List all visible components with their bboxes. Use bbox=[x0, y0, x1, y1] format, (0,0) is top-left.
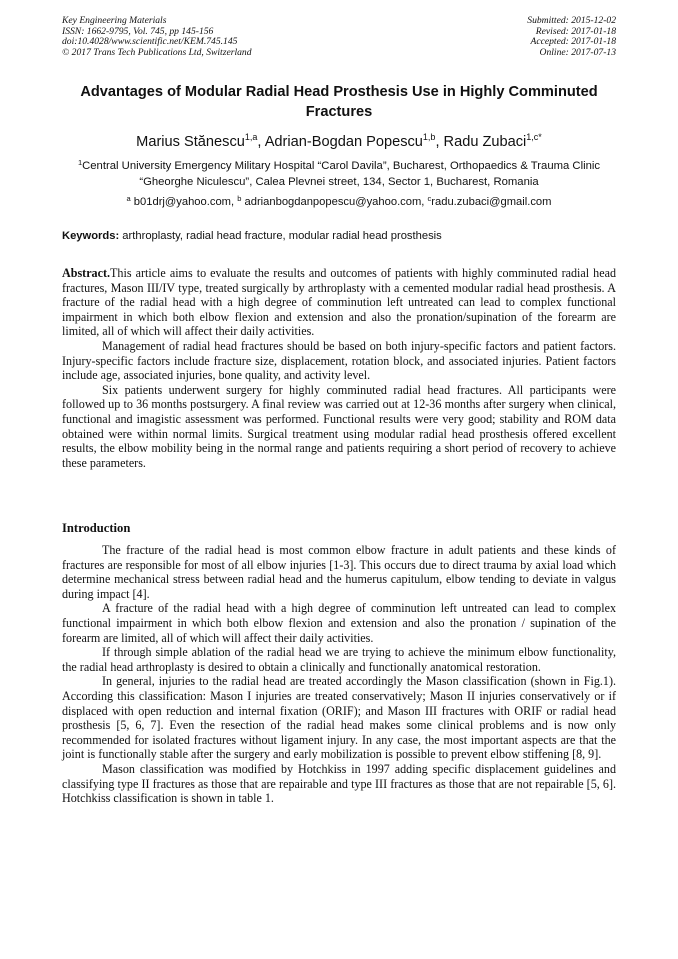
affiliation-text: Central University Emergency Military Hospital “Carol Davila”, Bucharest, Orthopaedics & Trauma Clinic “Gheorghe Niculescu”, Calea Plevnei street, 134, Sector 1, Bucharest, Romania bbox=[82, 160, 601, 188]
keywords-text: arthroplasty, radial head fracture, modular radial head prosthesis bbox=[119, 230, 442, 242]
abstract-paragraph bbox=[62, 266, 616, 339]
author-name: Adrian-Bogdan Popescu bbox=[264, 134, 423, 150]
author-list bbox=[62, 128, 616, 151]
author-separator: , bbox=[257, 134, 265, 150]
author-emails bbox=[62, 192, 616, 209]
introduction-paragraph: If through simple ablation of the radial head we are trying to achieve the minimum elbow functionality, the radial head arthroplasty is desired to obtain a clinically and functionally anatomical restoration. bbox=[62, 645, 616, 674]
doi-line: doi:10.4028/www.scientific.net/KEM.745.145 bbox=[62, 36, 238, 47]
revised-date: Revised: 2017-01-18 bbox=[535, 25, 616, 37]
abstract-paragraph: Management of radial head fractures should be based on both injury-specific factors and patient factors. Injury-specific factors include fracture size, displacement, rotation block, and associated injuries. Patient factors include age, associated injuries, bone quality, and activity level. bbox=[62, 338, 616, 383]
abstract-paragraph: Six patients underwent surgery for highly comminuted radial head fractures. All participants were followed up to 36 months postsurgery. A final review was carried out at 12-36 months after surgery when clinical, functional and imagistic assessment was performed. Functional results were very good; stability and ROM data obtained were within normal limits. Surgical treatment using modular radial head prosthesis offered excellent results, the elbow mobility being in the normal range and patients requiring a short period of recovery to achieve these parameters. bbox=[62, 382, 616, 470]
email-address[interactable]: b01drj@yahoo.com, bbox=[130, 196, 238, 208]
keywords bbox=[62, 229, 616, 243]
abstract-section bbox=[62, 266, 616, 470]
affiliation bbox=[62, 155, 616, 190]
journal-header-right bbox=[527, 16, 616, 58]
introduction-section bbox=[62, 543, 616, 806]
accepted-date: Accepted: 2017-01-18 bbox=[530, 36, 616, 47]
author-name: Marius Stănescu bbox=[136, 134, 245, 150]
paper-title: Advantages of Modular Radial Head Prosthesis Use in Highly Comminuted Fractures bbox=[80, 84, 598, 120]
submitted-date: Submitted: 2015-12-02 bbox=[527, 15, 616, 26]
abstract-text: This article aims to evaluate the results and outcomes of patients with highly comminuted radial head fractures, Mason III/IV type, treated surgically by arthroplasty with a cemented modular radial head prosthesis. A fracture of the radial head with a high degree of comminution left untreated can lead to complex functional impairment in which both elbow flexion and extension and also the pronation/supination of the forearm are limited, all of which will affect their daily activities. bbox=[62, 266, 616, 339]
email-address[interactable]: adrianbogdanpopescu@yahoo.com, bbox=[241, 196, 428, 208]
email-address[interactable]: radu.zubaci@gmail.com bbox=[431, 196, 552, 208]
email-mark: a bbox=[126, 194, 131, 203]
journal-header-left bbox=[62, 16, 252, 58]
author-affil-mark: 1,b bbox=[422, 132, 436, 142]
abstract-label: Abstract. bbox=[62, 266, 111, 280]
introduction-paragraph: Mason classification was modified by Hotchkiss in 1997 adding specific displacement guidelines and classifying type II fractures as those that are repairable and type III fractures as those that are not repairable [5, 6]. Hotchkiss classification is shown in table 1. bbox=[62, 761, 616, 806]
author-affil-mark: 1,c* bbox=[526, 132, 542, 142]
journal-name: Key Engineering Materials bbox=[62, 15, 167, 26]
introduction-paragraph: A fracture of the radial head with a high degree of comminution left untreated can lead to complex functional impairment in which both elbow flexion and extension and also the pronation / supination of the forearm are limited, all of which will affect their daily activities. bbox=[62, 601, 616, 645]
affiliation-mark: 1 bbox=[77, 158, 83, 167]
copyright-line: © 2017 Trans Tech Publications Ltd, Switzerland bbox=[62, 46, 252, 58]
online-date: Online: 2017-07-13 bbox=[539, 46, 616, 58]
issn-line: ISSN: 1662-9795, Vol. 745, pp 145-156 bbox=[62, 25, 214, 37]
introduction-heading: Introduction bbox=[62, 521, 131, 535]
author-affil-mark: 1,a bbox=[244, 132, 258, 142]
email-mark: c bbox=[427, 194, 432, 203]
author-name: Radu Zubaci bbox=[443, 134, 527, 150]
introduction-paragraph: In general, injuries to the radial head are treated accordingly the Mason classification (shown in Fig.1). According this classification: Mason I injuries are treated conservatively; Mason II injuries conservatively or if displaced with open reduction and internal fixation (ORIF); and Mason III fractures with ORIF or radial head prosthesis [5, 6, 7]. Even the resection of the radial head makes some clinical problems and is now only recommended for isolated fractures without ligament injury. In any case, the most important aspects are that the joint is functionally stable after the surgery and early mobilization is possible to prevent elbow stiffening [8, 9]. bbox=[62, 674, 616, 762]
keywords-label: Keywords: bbox=[62, 230, 120, 242]
email-mark: b bbox=[237, 194, 242, 203]
author-separator: , bbox=[435, 134, 444, 150]
introduction-paragraph: The fracture of the radial head is most common elbow fracture in adult patients and these kinds of fractures are responsible for most of all elbow injuries [1-3]. This occurs due to direct trauma by axial load which determine mechanical stress between radial head and the humerus capitulum, elbow tending to deviate in valgus during impact [4]. bbox=[62, 543, 616, 601]
